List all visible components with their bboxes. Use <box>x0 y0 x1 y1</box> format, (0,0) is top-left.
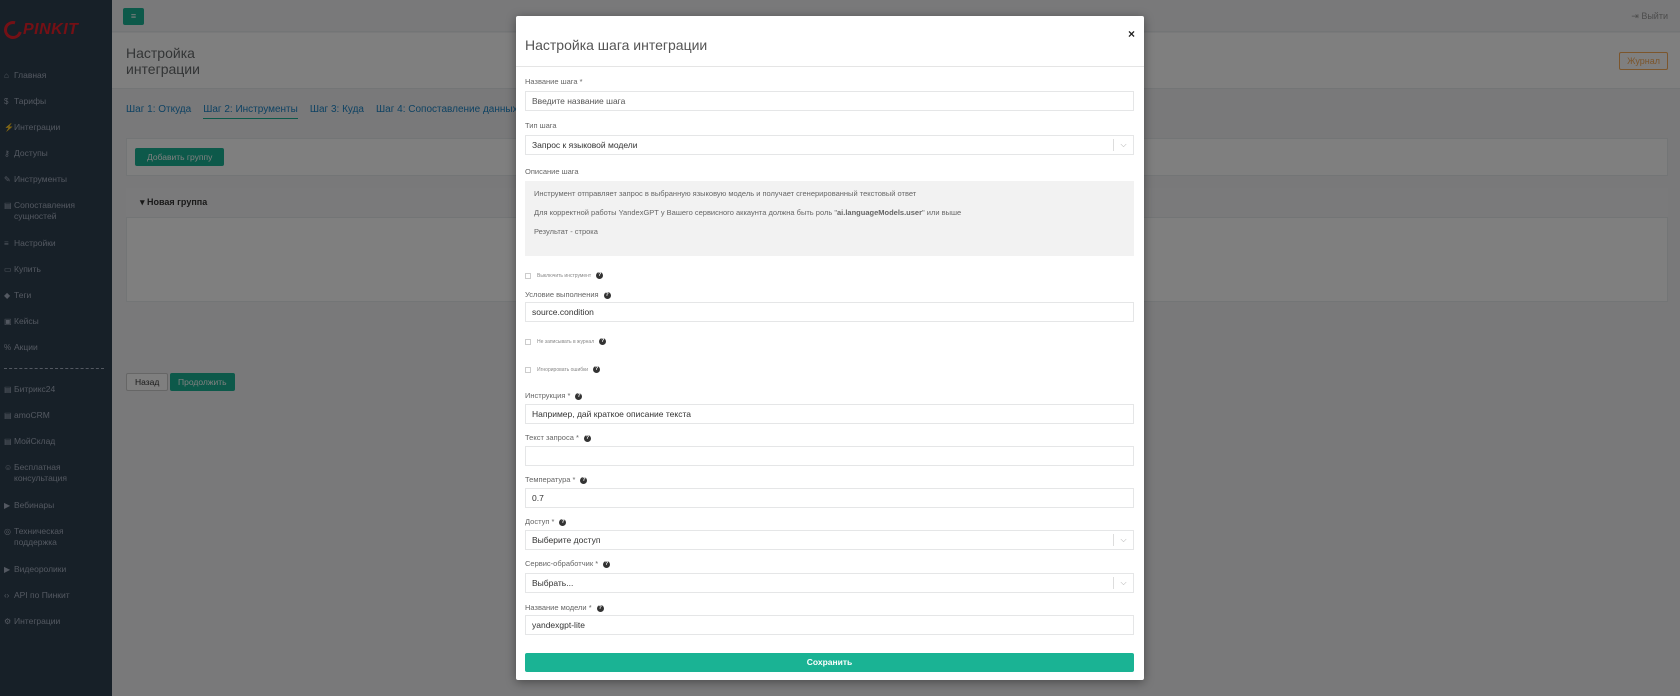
help-icon[interactable]: ? <box>598 604 602 611</box>
step-type-select[interactable] <box>525 135 1134 155</box>
help-icon[interactable]: ? <box>582 476 586 483</box>
step-name-input[interactable]: Введите название шага <box>525 91 1134 111</box>
help-icon[interactable]: ? <box>594 366 599 372</box>
description-label: Описание шага <box>525 167 579 176</box>
instruction-label: Инструкция * ? <box>525 391 581 400</box>
no-log-checkbox[interactable] <box>525 338 606 345</box>
help-icon[interactable]: ? <box>561 518 565 525</box>
help-icon[interactable]: ? <box>585 434 590 441</box>
help-icon[interactable]: ? <box>605 291 609 298</box>
service-select[interactable] <box>525 573 1134 593</box>
step-settings-modal <box>516 16 1144 680</box>
modal-header <box>516 16 1144 67</box>
description-line: Для корректной работы YandexGPT у Вашего сервисного аккаунта должна быть роль "ai.languageModels.user" или выше <box>534 208 962 217</box>
access-value: Выберите доступ <box>532 535 601 545</box>
chevron-down-icon: ⌵ <box>1113 577 1133 589</box>
checkbox-box[interactable] <box>525 339 531 345</box>
step-name-label: Название шага * <box>525 77 583 86</box>
step-description <box>525 181 1134 256</box>
save-button[interactable]: Сохранить <box>525 653 1134 672</box>
temperature-input[interactable]: 0.7 <box>525 488 1134 508</box>
step-type-value: Запрос к языковой модели <box>532 140 638 150</box>
service-label: Сервис-обработчик * ? <box>525 559 609 568</box>
help-icon[interactable]: ? <box>604 560 609 567</box>
temperature-label: Температура * ? <box>525 475 586 484</box>
access-label: Доступ * ? <box>525 517 565 526</box>
help-icon[interactable]: ? <box>600 338 605 344</box>
service-value: Выбрать... <box>532 578 574 588</box>
chevron-down-icon: ⌵ <box>1113 534 1133 546</box>
condition-input[interactable]: source.condition <box>525 302 1134 322</box>
checkbox-label: Не записывать в журнал <box>537 338 595 345</box>
condition-label: Условие выполнения ? <box>525 290 609 299</box>
model-name-input[interactable]: yandexgpt-lite <box>525 615 1134 635</box>
model-name-label: Название модели * ? <box>525 603 602 612</box>
disable-tool-checkbox[interactable] <box>525 272 603 279</box>
instruction-input[interactable]: Например, дай краткое описание текста <box>525 404 1134 424</box>
help-icon[interactable]: ? <box>598 272 602 278</box>
description-line: Инструмент отправляет запрос в выбранную языковую модель и получает сгенерированный текстовый ответ <box>534 189 917 198</box>
checkbox-label: Игнорировать ошибки <box>537 366 589 373</box>
checkbox-label: Выключить инструмент <box>537 272 592 279</box>
modal-title: Настройка шага интеграции <box>525 37 708 53</box>
checkbox-box[interactable] <box>525 273 531 279</box>
close-icon[interactable]: × <box>1127 27 1135 41</box>
query-text-input[interactable] <box>525 446 1134 466</box>
access-select[interactable] <box>525 530 1134 550</box>
help-icon[interactable]: ? <box>577 392 581 399</box>
step-type-label: Тип шага <box>525 121 557 130</box>
ignore-errors-checkbox[interactable] <box>525 366 600 373</box>
description-line: Результат - строка <box>534 227 598 236</box>
query-text-label: Текст запроса * ? <box>525 433 590 442</box>
checkbox-box[interactable] <box>525 367 531 373</box>
chevron-down-icon: ⌵ <box>1113 139 1133 151</box>
